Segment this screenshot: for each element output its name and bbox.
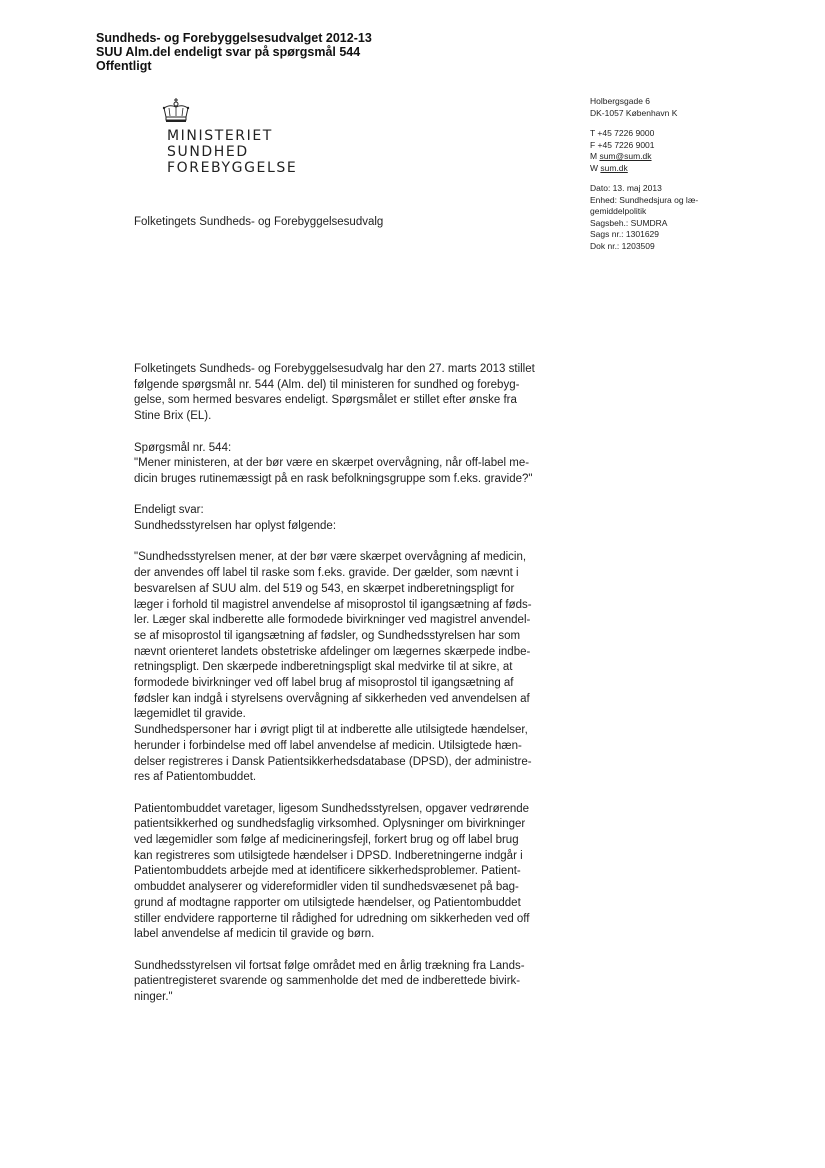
logo-line-ministeriet: MINISTERIET [167,128,273,144]
case-unit-2: gemiddelpolitik [590,206,647,216]
text-line: Patientombuddets arbejde med at identificere sikkerhedsproblemer. Patient- [134,865,521,878]
text-line: Patientombuddet varetager, ligesom Sundhedsstyrelsen, opgaver vedrørende [134,802,530,815]
text-line: nævnt orienteret landets obstetriske afdelinger om lægernes skærpede indbe- [134,645,531,658]
text-line: Sundhedspersoner har i øvrigt pligt til at indberette alle utilsigtede hændelser, [134,724,528,737]
contact-block [590,128,698,174]
header-status: Offentligt [96,59,152,73]
answer-paragraph-1 [134,550,574,786]
text-line: herunder i forbindelse med off label anvendelse af medicin. Utilsigtede hæn- [134,739,522,752]
answer-intro-paragraph [134,503,574,534]
text-line: ninger." [134,991,173,1004]
text-line: label anvendelse af medicin til gravide og børn. [134,928,375,941]
text-line: der anvendes off label til raske som f.eks. gravide. Der gælder, som nævnt i [134,567,519,580]
document-number: Dok nr.: 1203509 [590,240,655,251]
sender-info [590,96,698,261]
text-line: formodede bivirkninger ved off label brug af misoprostol til igangsætning af [134,677,514,690]
contact-mail-row [590,151,698,163]
answer-paragraph-3 [134,959,574,1006]
case-unit-1: Enhed: Sundhedsjura og læ- [590,194,699,205]
text-line: patientregisteret svarende og sammenholde det med de indberettede bivirk- [134,975,521,988]
text-line: Spørgsmål nr. 544: [134,441,232,454]
intro-paragraph [134,362,574,425]
text-line: ved lægemidler som følge af medicineringsfejl, forkert brug og off label brug [134,834,519,847]
question-paragraph [134,441,574,488]
text-line: fødsler kan indgå i styrelsens overvågning af sikkerheden ved anvendelsen af [134,692,530,705]
text-line: følgende spørgsmål nr. 544 (Alm. del) til ministeren for sundhed og forebyg- [134,378,520,391]
letter-body [134,362,574,1021]
logo-wordmark [167,128,297,176]
text-line: "Sundhedsstyrelsen mener, at der bør være skærpet overvågning af medicin, [134,551,527,564]
address-city: DK-1057 København K [590,107,678,118]
document-header [96,31,372,73]
case-date: Dato: 13. maj 2013 [590,183,662,193]
text-line: læger i forhold til magistrel anvendelse af misoprostol til igangsætning af føds- [134,598,532,611]
text-line: ler. Læger skal indberette alle formodede bivirkninger ved magistrel anvendel- [134,614,531,627]
case-info-block [590,183,698,252]
address-street: Holbergsgade 6 [590,96,651,106]
text-line: patientsikkerhed og sundhedsfaglig virksomhed. Oplysninger om bivirkninger [134,818,526,831]
contact-phone: T +45 7226 9000 [590,128,655,138]
contact-fax: F +45 7226 9001 [590,139,655,150]
case-caseworker: Sagsbeh.: SUMDRA [590,217,668,228]
case-number: Sags nr.: 1301629 [590,229,660,239]
text-line: retningspligt. Den skærpede indberetningspligt skal medvirke til at sikre, at [134,661,513,674]
text-line: Endeligt svar: [134,504,204,517]
text-line: Stine Brix (EL). [134,410,212,423]
recipient: Folketingets Sundheds- og Forebyggelsesudvalg [134,216,384,228]
text-line: Sundhedsstyrelsen har oplyst følgende: [134,520,337,532]
text-line: gelse, som hermed besvares endeligt. Spørgsmålet er stillet efter ønske fra [134,394,517,407]
logo-line-forebyggelse: FOREBYGGELSE [167,160,298,176]
address-block [590,96,698,119]
contact-web-link[interactable]: sum.dk [600,162,628,173]
text-line: lægemidlet til gravide. [134,708,246,721]
text-line: Folketingets Sundheds- og Forebyggelsesudvalg har den 27. marts 2013 stillet [134,363,535,375]
header-committee: Sundheds- og Forebyggelsesudvalget 2012-13 [96,31,372,45]
text-line: delser registreres i Dansk Patientsikkerhedsdatabase (DPSD), der administre- [134,755,532,768]
text-line: ombuddet analyserer og videreformidler viden til sundhedsvæsenet på bag- [134,881,519,894]
text-line: Sundhedsstyrelsen vil fortsat følge området med en årlig trækning fra Lands- [134,959,525,972]
text-line: kan registreres som utilsigtede hændelser i DPSD. Indberetningerne indgår i [134,849,523,862]
logo-line-sundhed: SUNDHED [167,144,249,160]
text-line: besvarelsen af SUU alm. del 519 og 543, en skærpet indberetningspligt for [134,582,515,595]
text-line: res af Patientombuddet. [134,771,257,784]
text-line: stiller endvidere rapporterne til rådighed for udredning om sikkerheden ved off [134,912,530,925]
crown-icon [161,98,191,124]
text-line: dicin bruges rutinemæssigt på en rask befolkningsgruppe som f.eks. gravide?" [134,472,533,485]
mail-prefix: M [590,151,600,161]
text-line: se af misoprostol til igangsætning af fødsler, og Sundhedsstyrelsen har som [134,629,521,642]
contact-web-row [590,163,698,175]
header-reference: SUU Alm.del endeligt svar på spørgsmål 544 [96,45,361,59]
answer-paragraph-2 [134,802,574,943]
text-line: grund af modtagne rapporter om utilsigtede hændelser, og Patientombuddet [134,896,521,909]
text-line: "Mener ministeren, at der bør være en skærpet overvågning, når off-label me- [134,457,530,470]
contact-mail-link[interactable]: sum@sum.dk [599,151,652,161]
web-prefix: W [590,162,601,173]
